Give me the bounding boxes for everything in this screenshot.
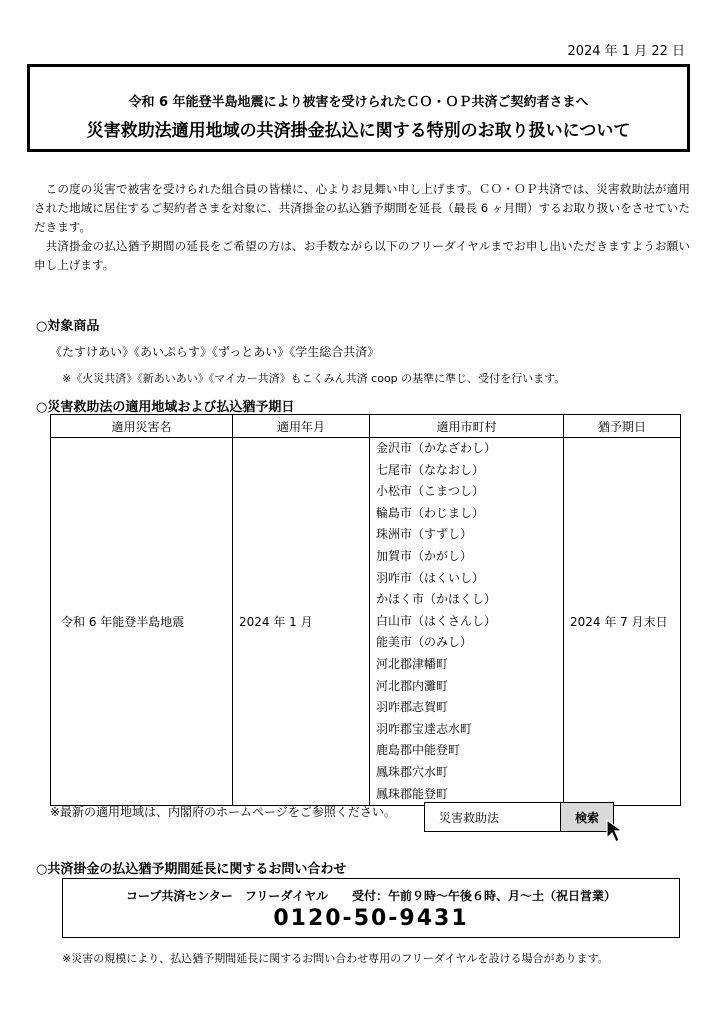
phone-number[interactable]: 0120-50-9431 xyxy=(273,906,469,931)
products-note: ※《火災共済》《新あいあい》《マイカー共済》もこくみん共済 coop の基準に準じ、受付を行います。 xyxy=(62,372,566,385)
municipality: 羽咋郡志賀町 xyxy=(376,700,449,715)
areas-heading: ○災害救助法の適用地域および払込猶予期日 xyxy=(36,400,295,415)
municipality: 加賀市（かがし） xyxy=(376,548,473,563)
municipality: 金沢市（かなざわし） xyxy=(376,441,497,455)
areas-footnote: ※最新の適用地域は、内閣府のホームページをご参照ください。 xyxy=(50,805,396,819)
contact-heading: ○共済掛金の払込猶予期間延長に関するお問い合わせ xyxy=(36,862,347,877)
table-header-row xyxy=(51,415,681,438)
intro-paragraph-2: 共済掛金の払込猶予期間の延長をご希望の方は、お手数ながら以下のフリーダイヤルまでお申し出いただきますようお願い申し上げます。 xyxy=(34,239,690,272)
col-header-municipalities: 適用市町村 xyxy=(370,415,564,438)
municipality: 鳳珠郡能登町 xyxy=(376,786,449,801)
applied-month: 2024 年 1 月 xyxy=(233,438,370,806)
contact-hours: コープ共済センター フリーダイヤル 受付：午前９時～午後６時、月～土（祝日営業） xyxy=(125,889,617,903)
municipality: 鳳珠郡穴水町 xyxy=(376,764,449,779)
municipality: 輪島市（わじまし） xyxy=(376,505,485,520)
col-header-deadline: 猶予期日 xyxy=(564,415,681,438)
municipality: 河北郡津幡町 xyxy=(376,656,449,671)
products-list: 《たすけあい》《あいぷらす》《ずっとあい》《学生総合共済》 xyxy=(50,345,380,359)
intro-text xyxy=(34,180,690,275)
intro-paragraph-1: この度の災害で被害を受けられた組合員の皆様に、心よりお見舞い申し上げます。ＣＯ・ＯＰ共済では、災害救助法が適用された地域に居住するご契約者さまを対象に、共済掛金の払込猶予期間を延長（最長 6 ヶ月間）するお取り扱いをさせていただきます。 xyxy=(34,182,690,234)
municipality: 七尾市（ななおし） xyxy=(376,462,485,477)
col-header-disaster: 適用災害名 xyxy=(51,415,233,438)
areas-table xyxy=(50,414,681,806)
municipality: 羽咋郡宝達志水町 xyxy=(376,721,473,736)
contact-box xyxy=(62,878,680,938)
municipality: 小松市（こまつし） xyxy=(376,484,485,499)
municipality: 白山市（はくさんし） xyxy=(376,613,497,628)
products-heading: ○対象商品 xyxy=(36,319,100,334)
contact-note: ※災害の規模により、払込猶予期間延長に関するお問い合わせ専用のフリーダイヤルを設ける場合があります。 xyxy=(62,952,609,965)
search-button[interactable]: 検索 xyxy=(560,803,613,831)
municipality: 羽咋市（はくいし） xyxy=(376,570,485,585)
document-date: 2024 年 1 月 22 日 xyxy=(567,44,685,59)
title-subheading: 令和 6 年能登半島地震により被害を受けられたＣＯ・ＯＰ共済ご契約者さまへ xyxy=(128,95,589,110)
municipality: 鹿島郡中能登町 xyxy=(376,743,461,758)
deadline: 2024 年 7 月末日 xyxy=(564,438,681,806)
table-row xyxy=(51,438,681,806)
page-title: 災害救助法適用地域の共済掛金払込に関する特別のお取り扱いについて xyxy=(86,121,631,141)
municipality-list xyxy=(370,438,564,806)
municipality: 能美市（のみし） xyxy=(376,635,473,650)
municipality: 珠洲市（すずし） xyxy=(376,527,473,542)
search-box xyxy=(424,802,614,832)
col-header-month: 適用年月 xyxy=(233,415,370,438)
disaster-name: 令和 6 年能登半島地震 xyxy=(51,438,233,806)
pointer-cursor-icon xyxy=(605,818,625,844)
search-input[interactable]: 災害救助法 xyxy=(425,803,560,831)
municipality: かほく市（かほくし） xyxy=(376,592,497,607)
municipality: 河北郡内灘町 xyxy=(376,678,449,693)
title-box xyxy=(27,64,690,152)
